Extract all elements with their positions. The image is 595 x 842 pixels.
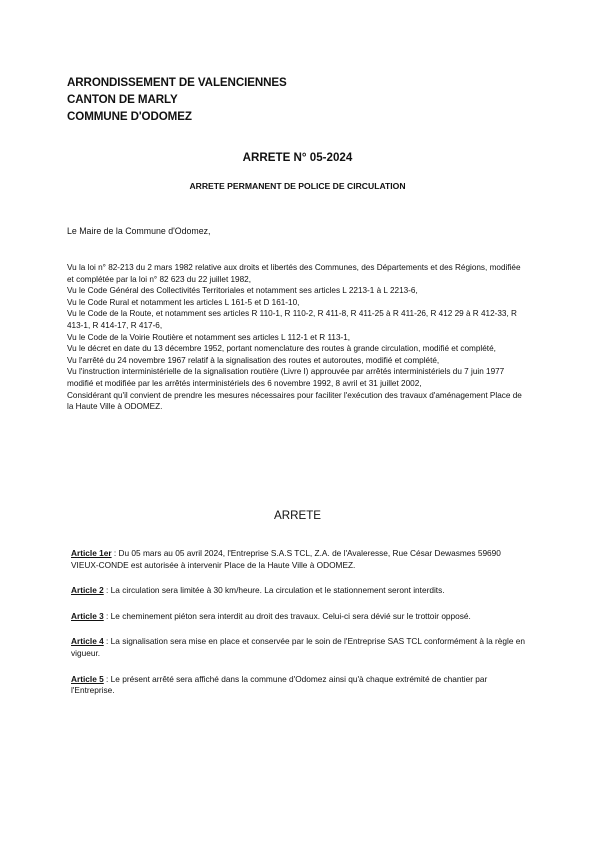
article-text: : Du 05 mars au 05 avril 2024, l'Entreprise S.A.S TCL, Z.A. de l'Avaleresse, Rue César Dewasmes 59690 VIEUX-CONDE est autorisée à intervenir Place de la Haute Ville à ODOMEZ. <box>71 548 501 570</box>
article-label: Article 3 <box>71 610 104 621</box>
article-text: : La circulation sera limitée à 30 km/heure. La circulation et le stationnement seront interdits. <box>103 585 445 596</box>
article-label: Article 1er <box>71 548 112 558</box>
considerant-item: Considérant qu'il convient de prendre les mesures nécessaires pour faciliter l'exécution des travaux d'aménagement Place de la Haute Ville à ODOMEZ. <box>67 390 522 412</box>
article-text: : Le cheminement piéton sera interdit au droit des travaux. Celui-ci sera dévié sur le trottoir opposé. <box>103 610 471 621</box>
visa-item: Vu le Code de la Voirie Routière et notamment ses articles L 112-1 et R 113-1, <box>67 332 351 342</box>
arrete-subtitle: ARRETE PERMANENT DE POLICE DE CIRCULATION <box>189 181 406 191</box>
visa-item: Vu le décret en date du 13 décembre 1952, portant nomenclature des routes à grande circulation, modifié et complété, <box>67 344 496 354</box>
arrete-section-heading: ARRETE <box>273 509 322 522</box>
visa-item: Vu le Code Rural et notamment les articles L 161-5 et D 161-10, <box>67 297 300 307</box>
article-label: Article 2 <box>71 585 104 596</box>
article-text: : Le présent arrêté sera affiché dans la commune d'Odomez ainsi qu'à chaque extrémité de chantier par l'Entreprise. <box>71 673 488 696</box>
arrete-number-title <box>0 151 595 164</box>
arrete-number-text: ARRETE N° 05-2024 <box>242 151 353 164</box>
article-5 <box>71 674 529 697</box>
visa-item: Vu l'arrêté du 24 novembre 1967 relatif à la signalisation des routes et autoroutes, modifié et complété, <box>67 355 440 365</box>
article-1 <box>71 548 529 571</box>
visas-block <box>67 262 527 413</box>
article-3 <box>71 611 529 623</box>
article-4 <box>71 636 529 659</box>
article-label: Article 5 <box>71 673 104 684</box>
header-commune: COMMUNE D'ODOMEZ <box>67 110 192 123</box>
header-arrondissement: ARRONDISSEMENT DE VALENCIENNES <box>67 76 287 89</box>
article-2 <box>71 585 529 597</box>
visa-item: Vu la loi n° 82-213 du 2 mars 1982 relative aux droits et libertés des Communes, des Départements et des Régions, modifiée et complétée par la loi n° 82 623 du 22 juillet 1982, <box>67 263 521 284</box>
visa-item: Vu le Code de la Route, et notamment ses articles R 110-1, R 110-2, R 411-8, R 411-25 à R 411-26, R 412 29 à R 412-33, R 413-1, R 414-17, R 417-6, <box>67 309 517 330</box>
document-header <box>67 74 287 125</box>
header-canton: CANTON DE MARLY <box>67 93 178 106</box>
article-label: Article 4 <box>71 636 104 647</box>
visa-item: Vu le Code Général des Collectivités Territoriales et notamment ses articles L 2213-1 à L 2213-6, <box>67 286 418 296</box>
mayor-intro: Le Maire de la Commune d'Odomez, <box>67 226 211 236</box>
article-text: : La signalisation sera mise en place et conservée par le soin de l'Entreprise SAS TCL conformément à la règle en vigueur. <box>71 636 526 658</box>
articles-list <box>71 548 529 711</box>
visa-item: Vu l'instruction interministérielle de la signalisation routière (Livre I) approuvée par arrêtés interministériels du 7 juin 1977 modifié et modifiée par les arrêtés interministériels des 6 novembre 1992, 8 avril et 31 juillet 2002, <box>67 367 505 388</box>
